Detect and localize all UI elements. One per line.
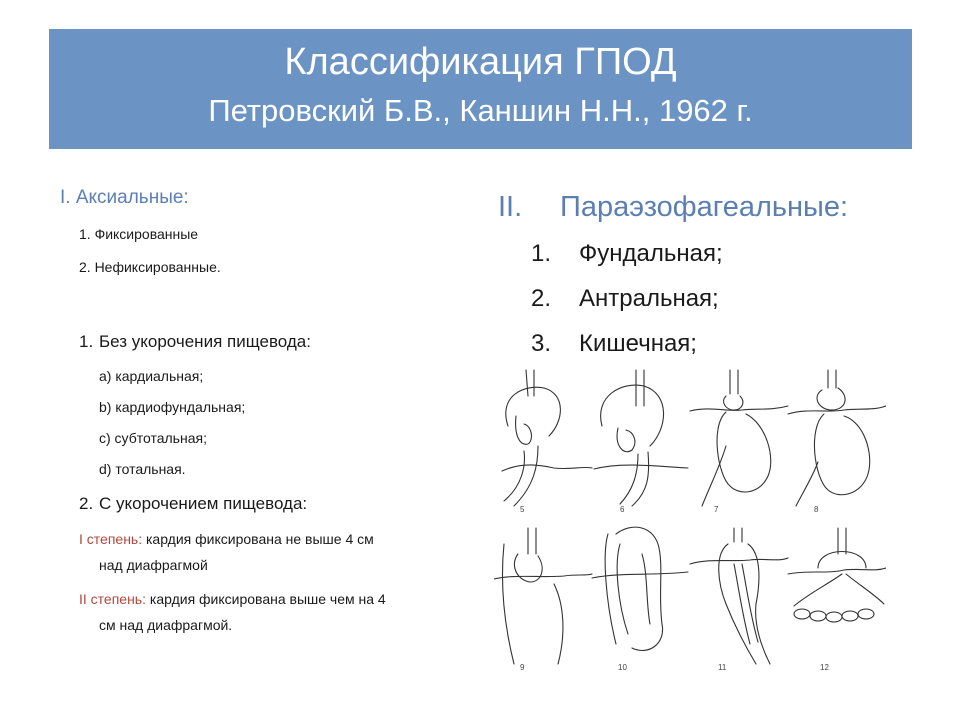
grade1-text-b: над диафрагмой bbox=[99, 557, 208, 573]
grade1-text-a: кардия фиксирована не выше 4 см bbox=[146, 531, 374, 547]
illustration-10 bbox=[592, 527, 688, 672]
grade2-label: II степень: bbox=[79, 591, 146, 607]
fig-label-7: 7 bbox=[714, 505, 719, 514]
group1-sub-b: b) кардиофундальная; bbox=[99, 399, 246, 415]
grade2-line bbox=[79, 591, 386, 607]
illustration-8 bbox=[788, 370, 886, 514]
fig-label-6: 6 bbox=[620, 505, 625, 514]
group1-title: Без укорочения пищевода: bbox=[99, 332, 311, 351]
group2-num: 2. bbox=[79, 494, 94, 513]
group2-title: С укорочением пищевода: bbox=[99, 494, 308, 513]
illustration-12 bbox=[788, 528, 886, 672]
fig-label-11: 11 bbox=[718, 663, 727, 672]
para-item-1: Фундальная; bbox=[579, 240, 723, 267]
grade1-label: I степень: bbox=[79, 531, 143, 547]
grade2-text-a: кардия фиксирована выше чем на 4 bbox=[149, 591, 386, 607]
para-item-2-num: 2. bbox=[531, 285, 552, 312]
paraesophageal-num: II. bbox=[498, 191, 523, 223]
para-item-1-num: 1. bbox=[531, 240, 552, 267]
slide-subtitle: Петровский Б.В., Каншин Н.Н., 1962 г. bbox=[208, 93, 753, 128]
slide-title: Классификация ГПОД bbox=[284, 41, 677, 83]
group1-sub-a: a) кардиальная; bbox=[99, 368, 204, 384]
fig-label-5: 5 bbox=[520, 505, 525, 514]
grade1-line bbox=[79, 531, 374, 547]
paraesophageal-heading: Параэзофагеальные: bbox=[560, 191, 849, 223]
para-item-3: Кишечная; bbox=[579, 330, 697, 357]
illustration-7 bbox=[690, 370, 788, 514]
group1-sub-d: d) тотальная. bbox=[99, 461, 186, 477]
title-banner bbox=[49, 29, 912, 149]
illustration-6 bbox=[594, 370, 688, 514]
axial-item-fixed: 1. Фиксированные bbox=[79, 226, 199, 242]
illustration-11 bbox=[690, 528, 788, 672]
axial-heading: I. Аксиальные: bbox=[60, 187, 189, 208]
fig-label-12: 12 bbox=[820, 663, 829, 672]
group1-sub-c: c) субтотальная; bbox=[99, 430, 207, 446]
illustration-9 bbox=[494, 528, 592, 672]
axial-item-unfixed: 2. Нефиксированные. bbox=[79, 259, 221, 275]
fig-label-8: 8 bbox=[814, 505, 819, 514]
grade2-text-b: см над диафрагмой. bbox=[99, 617, 233, 633]
illustration-5 bbox=[502, 370, 592, 514]
hernia-illustrations bbox=[494, 366, 886, 676]
fig-label-10: 10 bbox=[618, 663, 627, 672]
para-item-2: Антральная; bbox=[579, 285, 719, 312]
group1-num: 1. bbox=[79, 332, 94, 351]
para-item-3-num: 3. bbox=[531, 330, 552, 357]
fig-label-9: 9 bbox=[520, 663, 525, 672]
